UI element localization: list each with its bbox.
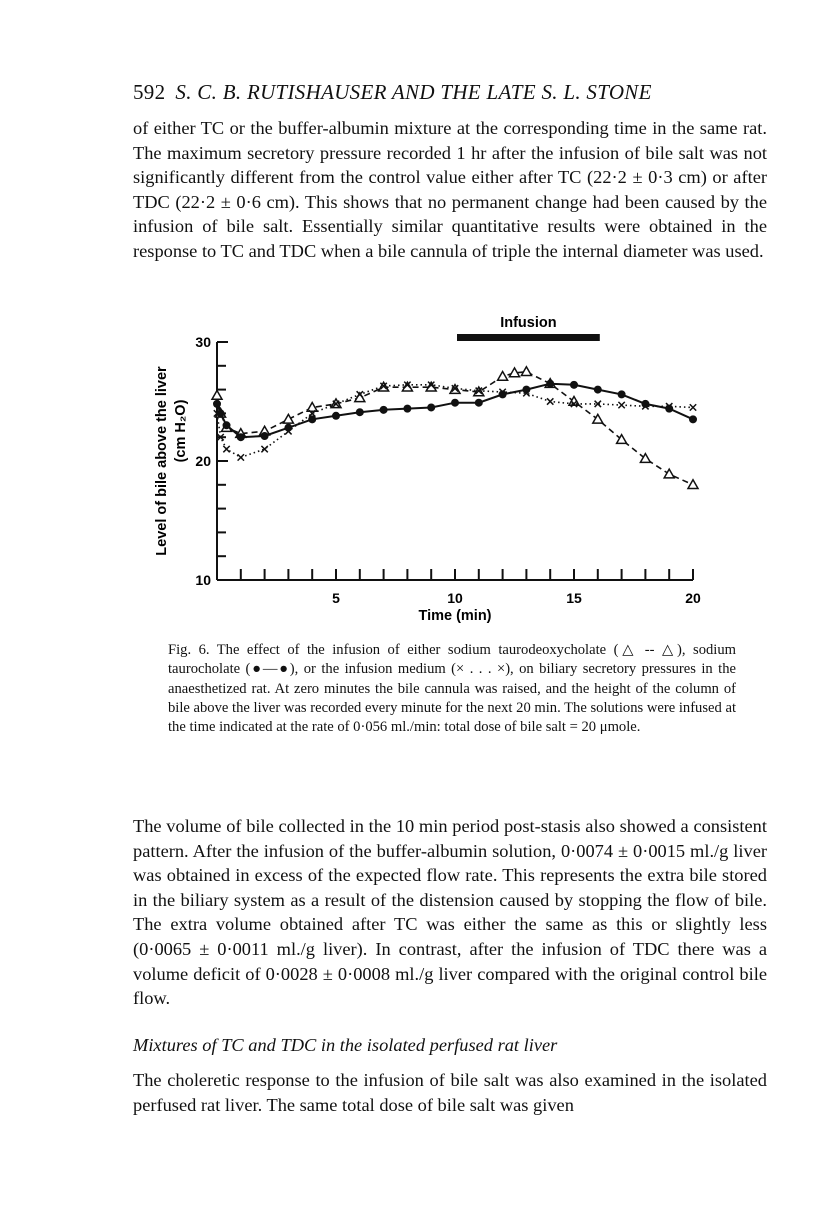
data-point-tc <box>570 381 578 389</box>
data-point-tc <box>261 432 269 440</box>
data-point-tc <box>594 386 602 394</box>
paragraph-3: The choleretic response to the infusion of bile salt was also examined in the isolated perfused rat liver. The same total dose of bile salt was given <box>133 1070 767 1115</box>
data-point-tdc <box>307 402 317 411</box>
author-line: S. C. B. RUTISHAUSER AND THE LATE S. L. STONE <box>175 80 652 104</box>
running-header <box>133 80 773 105</box>
data-point-medium <box>547 398 553 404</box>
data-point-medium <box>238 454 244 460</box>
page-number: 592 <box>133 80 166 104</box>
chart-series <box>212 367 698 489</box>
data-point-tc <box>356 408 364 416</box>
data-point-medium <box>618 402 624 408</box>
data-point-tdc <box>212 391 222 400</box>
data-point-tc <box>403 405 411 413</box>
data-point-medium <box>595 401 601 407</box>
x-axis-label: Time (min) <box>418 608 492 624</box>
data-point-tc <box>332 412 340 420</box>
data-point-tc <box>237 433 245 441</box>
data-point-tc <box>689 415 697 423</box>
data-point-tc <box>213 400 221 408</box>
data-point-tc <box>223 421 231 429</box>
figure-caption: Fig. 6. The effect of the infusion of either sodium taurodeoxycholate (△ -- △), sodium taurocholate (●—●), or the infusion medium (× . . . ×), on biliary secretory pressures in the anaesthetized rat. At zero minutes the bile cannula was raised, and the height of the column of bile above the liver was recorded every minute for the next 20 min. The solutions were infused at the time indicated at the rate of 0·056 ml./min: total dose of bile salt = 20 μmole. <box>168 642 736 736</box>
figure-6-chart <box>140 305 720 635</box>
y-tick-label: 10 <box>195 572 211 588</box>
data-point-tc <box>618 390 626 398</box>
data-point-tdc <box>498 372 508 381</box>
data-point-tc <box>380 406 388 414</box>
y-axis-units: (cm H₂O) <box>173 399 189 463</box>
data-point-medium <box>223 446 229 452</box>
data-point-tdc <box>593 414 603 423</box>
infusion-label: Infusion <box>500 315 557 331</box>
y-tick-label: 20 <box>195 453 211 469</box>
data-point-tc <box>451 399 459 407</box>
data-point-tc <box>427 403 435 411</box>
x-tick-label: 10 <box>447 590 463 606</box>
x-tick-label: 15 <box>566 590 582 606</box>
x-tick-label: 5 <box>332 590 340 606</box>
data-point-tc <box>546 380 554 388</box>
y-tick-label: 30 <box>195 334 211 350</box>
data-point-tdc <box>283 414 293 423</box>
x-tick-label: 20 <box>685 590 701 606</box>
data-point-tdc <box>664 469 674 478</box>
paragraph-2: The volume of bile collected in the 10 min period post-stasis also showed a consistent pattern. After the infusion of the buffer-albumin solution, 0·0074 ± 0·0015 ml./g liver was obtained in excess of the expected flow rate. This represents the extra bile stored in the biliary system as a result of the distension caused by stopping the flow of bile. The extra volume obtained after TC was either the same as this or slightly less (0·0065 ± 0·0011 ml./g liver). In contrast, after the infusion of TDC there was a volume deficit of 0·0028 ± 0·0008 ml./g liver compared with the original control bile flow. <box>133 816 767 1009</box>
chart-axes <box>217 342 693 580</box>
data-point-tdc <box>521 367 531 376</box>
data-point-medium <box>690 404 696 410</box>
chart-labels <box>154 315 701 624</box>
data-point-tc <box>475 399 483 407</box>
infusion-bar <box>457 334 600 341</box>
paragraph-1: of either TC or the buffer-albumin mixture at the corresponding time in the same rat. The maximum secretory pressure recorded 1 hr after the infusion of bile salt was not significantly different from the control value either after TC (22·2 ± 0·3 cm) or after TDC (22·2 ± 0·6 cm). This shows that no permanent change had been caused by the infusion of bile salt. Essentially similar quantitative results were obtained in the response to TC and TDC when a bile cannula of triple the internal diameter was used. <box>133 118 767 261</box>
y-axis-label: Level of bile above the liver <box>154 366 170 556</box>
section-heading: Mixtures of TC and TDC in the isolated perfused rat liver <box>133 1035 558 1055</box>
data-point-tdc <box>688 480 698 489</box>
